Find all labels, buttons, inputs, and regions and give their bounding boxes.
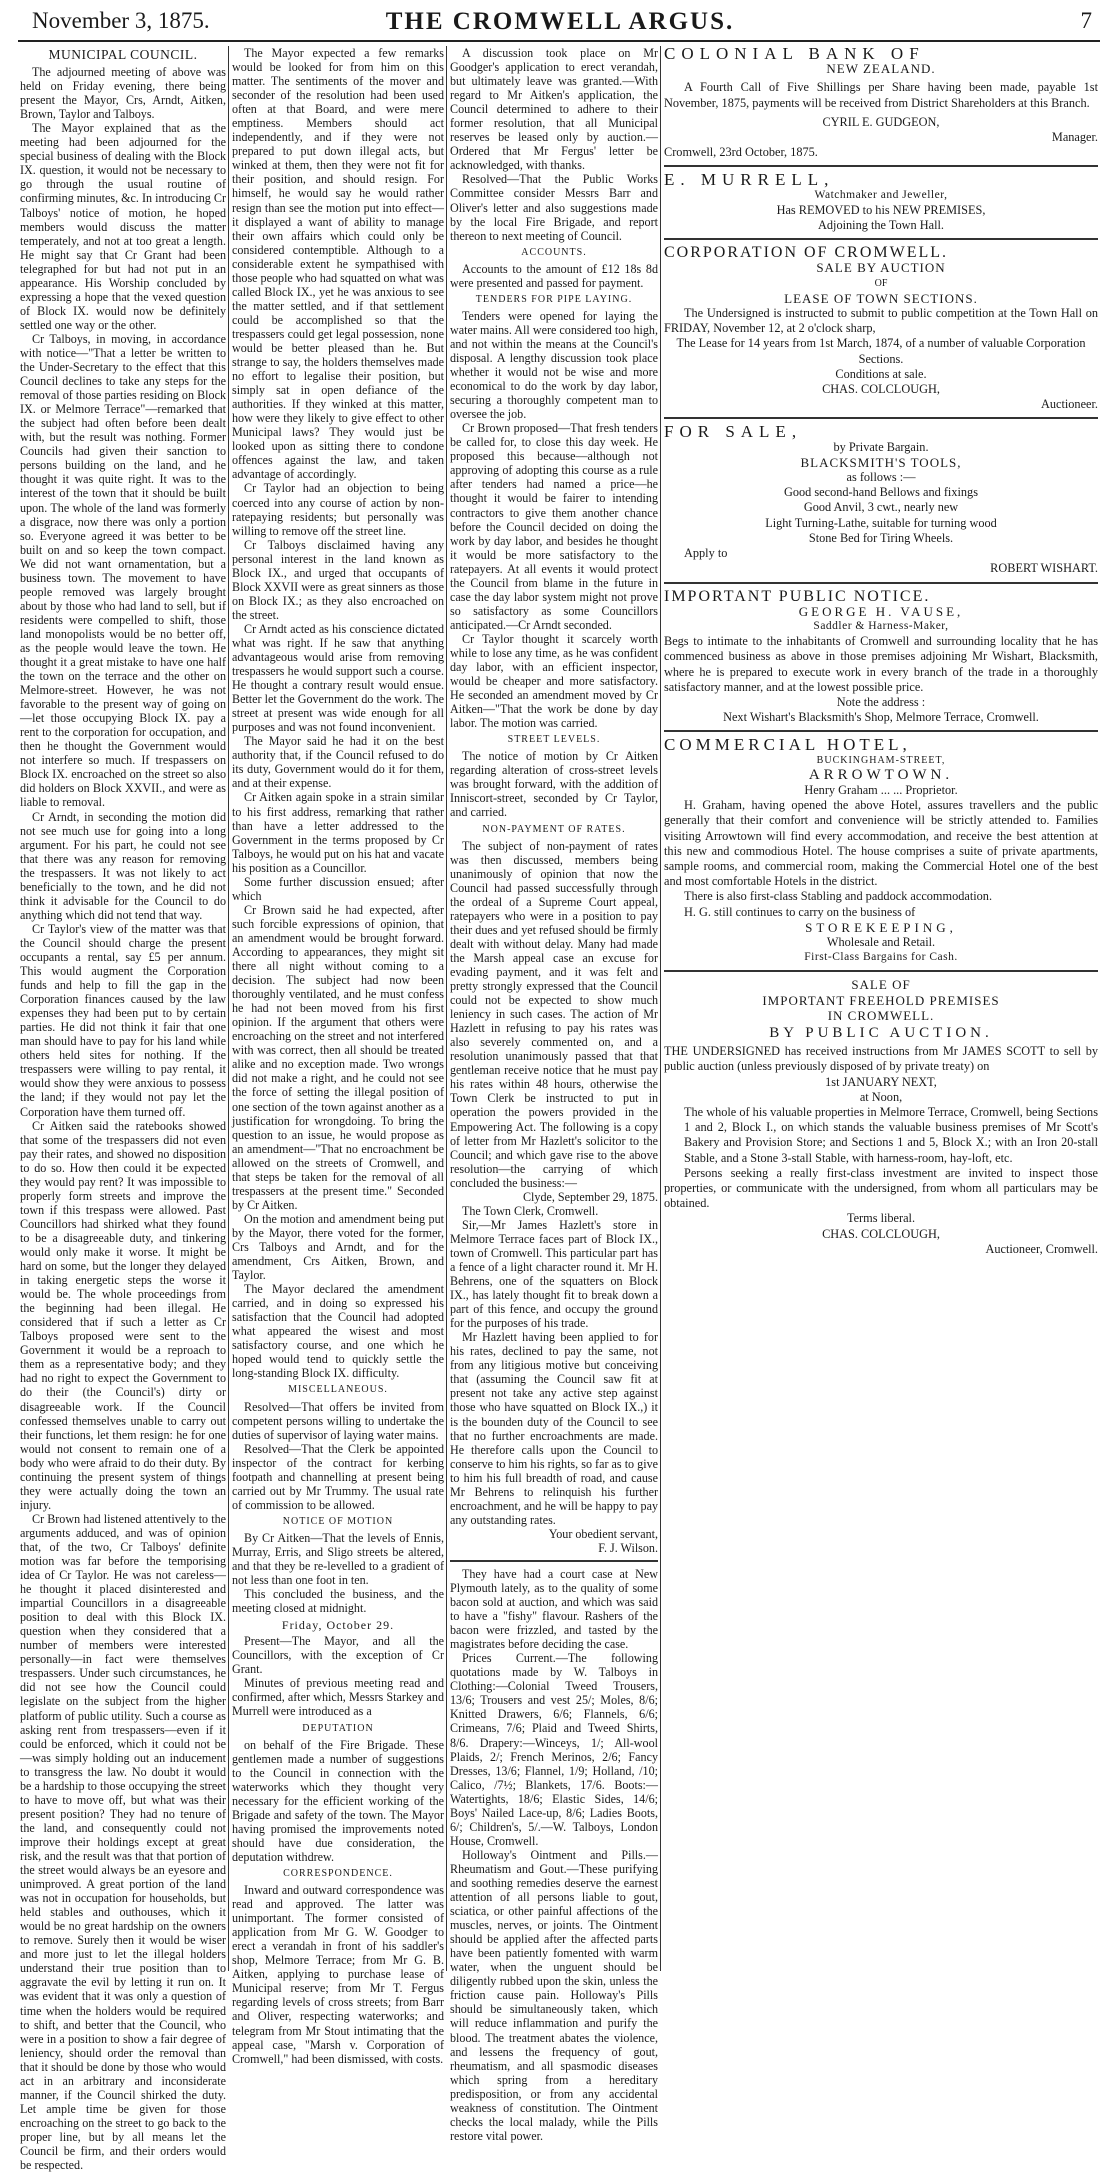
ad-role: Auctioneer. — [1040, 397, 1098, 412]
ad-body: THE UNDERSIGNED has received instructions from Mr JAMES SCOTT to sell by public auction (unless previously disposed of by private treaty) on — [664, 1044, 1098, 1074]
ad-terms: Terms liberal. — [846, 1211, 916, 1226]
ad-divider — [664, 730, 1098, 732]
article-paragraph: By Cr Aitken—That the levels of Ennis, Murray, Erris, and Sligo streets be altered, and that they be re-levelled to a gradient of not less than one foot in ten. — [232, 1530, 444, 1588]
column-3 — [450, 46, 658, 2143]
ad-date: 1st JANUARY NEXT, — [825, 1074, 937, 1089]
column-4-ads — [664, 46, 1098, 1966]
page-number: 7 — [1080, 8, 1092, 33]
ad-role: Manager. — [1051, 130, 1098, 145]
article-paragraph: The Mayor said he had it on the best authority that, if the Council refused to do its duty, Government would do it for them, and at their expense. — [232, 734, 444, 791]
article-paragraph: Cr Taylor thought it scarcely worth while to lose any time, as he was confident day labor, with an efficient inspector, would be cheaper and more satisfactory. He seconded an amendment moved by Cr Aitken—"That the work be done by day labor. The motion was carried. — [450, 631, 658, 731]
ad-commercial-hotel — [664, 737, 1098, 965]
ad-divider — [664, 970, 1098, 972]
ad-divider — [664, 582, 1098, 584]
ad-murrell — [664, 172, 1098, 233]
column-1 — [20, 46, 226, 2172]
ad-title: E. MURRELL, — [664, 170, 835, 190]
article-paragraph: Cr Taylor had an objection to being coerced into any course of action by non-ratepaying residents; but personally was willing to remove off the street line. — [232, 481, 444, 538]
ad-street: BUCKINGHAM-STREET, — [816, 754, 946, 766]
ad-title: FOR SALE, — [664, 422, 803, 442]
letter-recipient: The Town Clerk, Cromwell. — [462, 1203, 599, 1218]
article-paragraph: Cr Taylor's view of the matter was that the Council should charge the present occupants a rental, say £5 per annum. This would augment the Corporation funds and help to fill the gap in the Corporation finances caused by the law expenses they had been put to by certain parties. He did not think it fair that one man should have to pay for his land while others held sites for nothing. If the trespassers were willing to pay rental, it would show they were anxious to possess the land; if they would not pay let the Corporation have them turned off. — [20, 921, 226, 1119]
article-paragraph: Cr Aitken said the ratebooks showed that some of the trespassers did not even pay their rates, and showed no disposition to do so. How then could it be expected they would pay rent? It was impossible to properly form streets and improve the town if this trespass were allowed. Past Councillors had shirked what they found to be a disagreeable duty, and tinkering would only make it worse. It might be hard on some, but the longer they delayed in taking energetic steps the worse it would be. The whole proceedings from the beginning had been illegal. He considered that if such a letter as Cr Talboys proposed were sent to the Government it would be a reproach to them as a representative body; and they had no right to expect the Government to do their (the Council's) dirty or disagreeable work. If the Council confessed themselves unable to carry out their functions, let them resign: he for one would not consent to remain one of a body who were afraid to do their duty. By continuing the present system of things they were actually doing the town an injury. — [20, 1118, 226, 1512]
ad-trade: Watchmaker and Jeweller, — [814, 188, 948, 201]
section-heading: CORRESPONDENCE. — [283, 1868, 393, 1879]
section-heading: MISCELLANEOUS. — [288, 1384, 388, 1396]
article-paragraph: The subject of non-payment of rates was then discussed, members being unanimously of opinion that now the Council had passed successfully through the ordeal of a Supreme Court appeal, ratepayers who were in a position to pay their dues and yet refused should be firmly dealt with without delay. Many had made the Marsh appeal case an excuse for evading payment, and it was felt and pretty strongly expressed that the Council could not be expected to show much leniency in such cases. The action of Mr Hazlett in refusing to pay his rates was also severely commented on, and a resolution unanimously passed that that gentleman receive notice that he must pay his rates within 48 hours, otherwise the Town Clerk be instructed to put in operation the powers provided in the Empowering Act. The following is a copy of letter from Mr Hazlett's solicitor to the Council; and which gave rise to the above resolution—the carrying of which concluded the business:— — [450, 838, 658, 1190]
ad-signatory: CHAS. COLCLOUGH, — [822, 382, 940, 397]
ad-body: There is also first-class Stabling and paddock accommodation. — [684, 889, 993, 904]
letter-closing: Your obedient servant, — [548, 1526, 658, 1541]
article-paragraph: Minutes of previous meeting read and confirmed, after which, Messrs Starkey and Murrell were introduced as a — [232, 1676, 444, 1719]
ad-body: H. Graham, having opened the above Hotel, assures travellers and the public generally that their comfort and convenience will be strictly attended to. Families visiting Arrowtown will find every accommodation, and receive the best attention at this new and commodious Hotel. The house comprises a suite of private apartments, sample rooms, and commercial room, making the Commercial Hotel one of the best and most comfortable Hotels in the district. — [664, 798, 1098, 889]
ad-public-auction — [664, 977, 1098, 1257]
ad-title: IMPORTANT FREEHOLD PREMISES — [762, 992, 1000, 1008]
article-paragraph: Cr Arndt, in seconding the motion did not see much use for going into a long argument. For his part, he could not see that there was any reason for removing the trespassers. It was not likely to act beneficially to the town, and he did not think it advisable for the Council to do anything which did not tend that way. — [20, 809, 226, 922]
ad-proprietor: Henry Graham ... ... Proprietor. — [804, 782, 958, 797]
letter-signature: F. J. Wilson. — [598, 1540, 658, 1555]
article-paragraph: The Mayor explained that as the meeting had been adjourned for the special business of dealing with the Block IX. question, it would not be necessary to go through the usual routine of confirming minutes, &c. In introducing Cr Talboys' notice of motion, he hoped members would discuss the matter temperately, and not at too great a length. He might say that Cr Grant had been telegraphed for but had not put in an appearance. His Worship concluded by expressing a hope that the vexed question of Block IX. would now be definitely settled one way or the other. — [20, 121, 226, 332]
article-paragraph: Some further discussion ensued; after which — [232, 874, 444, 903]
section-heading: DEPUTATION — [302, 1722, 374, 1734]
newspaper-title: THE CROMWELL ARGUS. — [385, 8, 735, 35]
ad-description: The whole of his valuable properties in Melmore Terrace, Cromwell, being Sections 1 and 2, Block I., on which stands the valuable business premises of Mr Scott's Bakery and Provision Store; and Sections 1 and 5, Block X.; with an Iron 20-stall Stable, and a Stone 3-stall Stable, with harness-room, hay-loft, etc. — [684, 1105, 1098, 1165]
ad-sale: SALE BY AUCTION — [816, 260, 946, 276]
ad-title: IMPORTANT PUBLIC NOTICE. — [664, 587, 931, 605]
ad-wholesale: Wholesale and Retail. — [826, 934, 936, 949]
holloway-ad: Holloway's Ointment and Pills.—Rheumatism and Gout.—These purifying and soothing remedies deserve the earnest attention of all persons liable to gout, sciatica, or other painful affections of the muscles, nerves, or joints. The Ointment should be applied after the affected parts have been patiently fomented with warm water, when the unguent should be diligently rubbed upon the skin, unless the friction cause pain. Holloway's Pills should be simultaneously taken, which will reduce inflammation and purify the blood. The treatment abates the violence, and lessens the frequency of gout, rheumatism, and all spasmodic diseases which spring from a hereditary predisposition, or from any accidental weakness of constitution. The Ointment checks the local malady, while the Pills restore vital power. — [450, 1847, 658, 2143]
ad-divider — [664, 165, 1098, 167]
masthead-rule — [18, 40, 1100, 42]
article-paragraph: Cr Aitken again spoke in a strain similar to his first address, remarking that rather than have a letter addressed to the Government in the terms proposed by Cr Talboys, he would put on his hat and vacate his position as a Councillor. — [232, 790, 444, 875]
ad-town: IN CROMWELL. — [827, 1007, 935, 1023]
ad-role: Auctioneer, Cromwell. — [985, 1241, 1098, 1256]
section-heading: NOTICE OF MOTION — [282, 1515, 394, 1527]
ad-town: ARROWTOWN. — [808, 766, 954, 783]
ad-note: Note the address : — [836, 694, 926, 709]
ad-sale: SALE OF — [851, 977, 911, 993]
article-paragraph: On the motion and amendment being put by the Mayor, there voted for the former, Crs Talboys and Arndt, and for the amendment, Crs Aitken, Brown, and Taylor. — [232, 1211, 444, 1283]
section-heading: TENDERS FOR PIPE LAYING. — [475, 293, 633, 305]
section-rule — [450, 1560, 658, 1562]
ad-by: BY PUBLIC AUCTION. — [769, 1024, 993, 1041]
article-paragraph: Inward and outward correspondence was read and approved. The latter was unimportant. The former consisted of application from Mr G. W. Goodger to erect a verandah in front of his saddler's shop, Melmore Terrace; from Mr G. B. Aitken, applying to purchase lease of Municipal reserve; from Mr T. Fergus regarding levels of cross streets; from Barr and Oliver, respecting waterworks; and telegram from Mr Stout intimating that the appeal case, "Marsh v. Corporation of Cromwell," had been dismissed, with costs. — [232, 1883, 444, 2066]
ad-for-sale — [664, 424, 1098, 576]
article-paragraph: The notice of motion by Cr Aitken regarding alteration of cross-street levels was brought forward, with the addition of Inniscort-street, seconded by Cr Taylor, and carried. — [450, 749, 658, 820]
letter-paragraph: Sir,—Mr James Hazlett's store in Melmore Terrace faces part of Block IX., town of Cromwell. This particular part has a fence of a light character round it. Mr H. Behrens, one of the squatters on Block IX., has lately thought fit to break down a part of this fence, and occupy the ground for the purposes of his trade. — [450, 1217, 658, 1331]
ad-title: COLONIAL BANK OF — [664, 44, 925, 63]
ad-time: at Noon, — [859, 1089, 903, 1104]
section-heading: NON-PAYMENT OF RATES. — [482, 823, 626, 835]
ad-subtitle: by Private Bargain. — [833, 439, 929, 454]
masthead — [20, 6, 1100, 40]
article-paragraph: A discussion took place on Mr Goodger's application to erect verandah, but ultimately leave was granted.—With regard to Mr Aitken's application, the Council determined to adhere to their former resolution, that all Municipal reserves be leased only by auction.—Ordered that Mr Fergus' letter be acknowledged, with thanks. — [450, 46, 658, 173]
ad-item: Good Anvil, 3 cwt., nearly new — [803, 500, 959, 515]
column-divider — [660, 46, 661, 1971]
ad-signatory: CYRIL E. GUDGEON, — [822, 114, 940, 129]
ad-lease: LEASE OF TOWN SECTIONS. — [784, 290, 978, 306]
column-divider — [228, 46, 229, 1971]
ad-store: STOREKEEPING, — [805, 919, 957, 935]
article-paragraph: Cr Brown had listened attentively to the arguments adduced, and was of opinion that, of the two, Cr Talboys' definite motion was far before the temporising idea of Cr Taylor. He was not careless—he thought it placed disinterested and impartial Councillors in a disagreeable position to deal with this Block IX. question when they considered that a number of members were interested personally—in fact were themselves trespassers. Under such circumstances, he did not see how the Council could legislate on the subject from the higher platform of public utility. Such a course as asking rent from trespassers—even if it could be enforced, which it could not be—was simply holding out an inducement to transgress the law. No doubt it would be a hardship to those occupying the street to have to move off, but what was their present position? They had no tenure of the land, and consequently could not improve their holdings except at great risk, and the result was that that portion of the street would always be an eyesore and unimproved. A great portion of the land was not in occupation for households, but held stables and outhouses, which it would be no great hardship on the owners to remove. Surely then it would be wiser and more just to let the illegal holders understand their true position than to aggravate the evil by letting it run on. It was evident that it was only a question of time when the holders would be required to shift, and better that the Council, who were in a position to show a fair degree of leniency, should order the removal than that it should be done by those who would act in an arbitrary and inconsiderate manner, if the Council shirked the duty. Let ample time be given for those encroaching on the street to go back to the proper line, but by all means let the Council be firm, and their orders would be respected. — [20, 1511, 226, 2172]
ad-subtitle: NEW ZEALAND. — [826, 61, 936, 77]
ad-apply: Apply to — [684, 546, 728, 561]
ad-colonial-bank — [664, 46, 1098, 160]
article-paragraph: The Mayor expected a few remarks would be looked for from him on this matter. The sentiments of the mover and seconder of the resolution had been used often at that Board, and were mere emptiness. Members should act independently, and if they were not prepared to put down illegal acts, but winked at them, then they were not fit for their position, and should resign. For himself, he would say he would rather resign than see the motion put into effect—it displayed a want of ability to manage their own affairs which could only be considered contemptible. Although to a considerable extent he sympathised with those people who had squatted on what was called Block IX., yet he was anxious to see the matter settled, and if that settlement could be accomplished so that the trespassers could get legal possession, none would be better pleased than he. But strange to say, the holders themselves made no effort to legalise their position, but simply sat in open defiance of the authorities. If they winked at this matter, how were they likely to give effect to other Municipal laws? They would just be looked upon as sitting there to condone offences against the law, and taken advantage of accordingly. — [232, 46, 444, 482]
ad-corporation — [664, 245, 1098, 412]
ad-place: Cromwell, 23rd October, 1875. — [664, 145, 818, 160]
article-paragraph: Present—The Mayor, and all the Councillors, with the exception of Cr Grant. — [232, 1634, 444, 1677]
ad-body: H. G. still continues to carry on the business of — [684, 904, 916, 919]
issue-date: November 3, 1875. — [32, 8, 210, 33]
ad-divider — [664, 238, 1098, 240]
ad-signatory: CHAS. COLCLOUGH, — [822, 1226, 940, 1241]
ad-signatory: ROBERT WISHART. — [990, 561, 1098, 576]
article-paragraph: This concluded the business, and the meeting closed at midnight. — [232, 1587, 444, 1616]
column-2 — [232, 46, 444, 2066]
column-divider — [446, 46, 447, 1971]
ad-body: The Undersigned is instructed to submit to public competition at the Town Hall on FRIDAY, November 12, at 2 o'clock sharp, — [664, 306, 1098, 336]
ad-follows: as follows :— — [846, 470, 916, 485]
ad-name: GEORGE H. VAUSE, — [798, 603, 964, 619]
ad-item: Good second-hand Bellows and fixings — [784, 485, 978, 500]
article-paragraph: Cr Brown proposed—That fresh tenders be called for, to close this day week. He proposed this because—although not approving of adopting this course as a rule after tenders had named a price—he thought it would be fairer to intending contractors to give them another chance before the Council decided on doing the work by day labor, and besides he thought it would be more satisfactory to the ratepayers. At all events it would protect the Council from blame in the future in case the day labor system might not prove so satisfactory as some Councillors anticipated.—Cr Arndt seconded. — [450, 421, 658, 632]
ad-trade: Saddler & Harness-Maker, — [813, 619, 949, 632]
ad-tools: BLACKSMITH'S TOOLS, — [800, 454, 962, 470]
section-heading: ACCOUNTS. — [521, 246, 587, 258]
article-paragraph: Cr Brown said he had expected, after such forcible expressions of opinion, that an amendment would be brought forward. According to appearances, they might sit there all night without coming to a decision. The subject had now been thoroughly ventilated, and he must confess he had not been moved from his first opinion. If the argument that others were encroaching on the street and not interfered with was correct, then all should be treated alike and no exception made. Two wrongs did not make a right, and he could not see the force of setting the illegal position of one section of the town against another as a justification for wrongdoing. To bring the question to an issue, he would propose as an amendment—"That no encroachment be allowed on the streets of Cromwell, and that steps be taken for the removal of all trespassers at the present time." Seconded by Cr Aitken. — [232, 902, 444, 1212]
section-heading: Friday, October 29. — [281, 1618, 395, 1633]
article-paragraph: Resolved—That offers be invited from competent persons willing to undertake the duties of supervisor of laying water mains. — [232, 1399, 444, 1442]
article-paragraph: Tenders were opened for laying the water mains. All were considered too high, and not within the means at the Council's disposal. A lengthy discussion took place whether it would not be wise and more economical to do the work by day labor, securing a thoroughly competent man to oversee the job. — [450, 308, 658, 422]
ad-body: The Lease for 14 years from 1st March, 1874, of a number of valuable Corporation Sections. — [676, 336, 1086, 366]
ad-item: Stone Bed for Tiring Wheels. — [808, 530, 954, 545]
ad-conditions: Conditions at sale. — [835, 366, 927, 381]
ad-bargains: First-Class Bargains for Cash. — [804, 951, 958, 964]
article-paragraph: Cr Talboys, in moving, in accordance with notice—"That a letter be written to the Under-Secretary to the effect that this Council declines to take any steps for the removal of those parties residing on Block IX. or Melmore Terrace"—remarked that the subject had often before been dealt with, but the result was nothing. Former Councils had given their sanction to persons building on the land, and he thought it was quite right. It was to the interest of the town that it should be built upon. The whole of the land was formerly a disgrace, now there was only a portion so. Everyone agreed it was better to be built on and so keep the town compact. We did not want ornamentation, but a business town. The movement to have people removed was largely brought about by those who had land to sell, but if residents were compelled to shift, those land monopolists would be no better off, as the people would leave the town. He thought it a great mistake to have one half the town on the terrace and the other on Melmore-street. However, he was not favorable to the present way of going on—let those occupying Block IX. pay a rent to the corporation for occupation, and then he thought the Government would not interfere so much. If trespassers on Block IX. encroached on the street so also did holders on Block XXVII., and were as liable to removal. — [20, 331, 226, 810]
ad-line: Has REMOVED to his NEW PREMISES, — [776, 202, 986, 217]
article-paragraph: Resolved—That the Public Works Committee consider Messrs Barr and Oliver's letter and also suggestions made by the local Fire Brigade, and report thereon to next meeting of Council. — [450, 172, 658, 243]
ad-address: Next Wishart's Blacksmith's Shop, Melmore Terrace, Cromwell. — [723, 710, 1039, 725]
article-paragraph: Resolved—That the Clerk be appointed inspector of the contract for kerbing footpath and channelling at present being carried out by Mr Trummy. The usual rate of commission to be allowed. — [232, 1441, 444, 1512]
article-paragraph: The adjourned meeting of above was held on Friday evening, there being present the Mayor, Crs, Arndt, Aitken, Brown, Taylor and Talboys. — [20, 65, 226, 122]
ad-line: Adjoining the Town Hall. — [818, 218, 944, 233]
article-paragraph: The Mayor declared the amendment carried, and in doing so expressed his satisfaction that the Council had adopted what appeared the wisest and most satisfactory course, and one which he hoped would tend to quickly settle the long-standing Block IX. difficulty. — [232, 1282, 444, 1381]
article-paragraph: Cr Arndt acted as his conscience dictated what was right. If he saw that anything advantageous would arise from removing trespassers he would support such a course. He thought a contrary result would ensue. Better let the Government do the work. The street at present was wide enough for all purposes and was not found inconvenient. — [232, 621, 444, 735]
letter-date: Clyde, September 29, 1875. — [522, 1189, 658, 1204]
ad-divider — [664, 417, 1098, 419]
ad-of: OF — [874, 277, 888, 289]
ad-item: Light Turning-Lathe, suitable for turning wood — [765, 515, 997, 530]
letter-paragraph: Mr Hazlett having been applied to for his rates, declined to pay the same, not from any litigious motive but conceiving that (assuming the Council saw fit at present not take any active step against those who have squatted on Block IX.,) it is the bounden duty of the Council to see that no further encroachments are made. He therefore calls upon the Council to conserve to him his rights, so far as to give to him his full breadth of road, and cause Mr Behrens to relinquish his further encroachment, and he will be happy to pay any outstanding rates. — [450, 1330, 658, 1527]
municipal-heading: MUNICIPAL COUNCIL. — [48, 47, 198, 62]
ad-vause — [664, 589, 1098, 726]
section-heading: STREET LEVELS. — [507, 734, 601, 746]
ad-body: A Fourth Call of Five Shillings per Share having been made, payable 1st November, 1875, payments will be received from District Shareholders at this Branch. — [664, 80, 1098, 110]
ad-title: CORPORATION OF CROMWELL. — [664, 244, 949, 262]
ad-body: Begs to intimate to the inhabitants of Cromwell and surrounding locality that he has commenced business as above in those premises adjoining Mr Wishart, Blacksmith, where he is prepared to execute work in every branch of the trade in a thoroughly satisfactory manner, and at the lowest possible price. — [664, 634, 1098, 694]
article-paragraph: Cr Talboys disclaimed having any personal interest in the land known as Block IX., and urged that occupants of Block XXVII were as great sinners as those on Block IX.; as they also encroached on the street. — [232, 537, 444, 622]
ad-persons: Persons seeking a really first-class investment are invited to inspect those properties, or communicate with the undersigned, from whom all particulars may be obtained. — [664, 1165, 1098, 1211]
article-paragraph: Accounts to the amount of £12 18s 8d were presented and passed for payment. — [450, 261, 658, 290]
news-paragraph: They have had a court case at New Plymouth lately, as to the quality of some bacon sold at auction, and which was said to have a "fishy" flavour. Rashers of the bacon were frizzled, and tasted by the magistrates before deciding the case. — [450, 1566, 658, 1652]
prices-current: Prices Current.—The following quotations made by W. Talboys in Clothing:—Colonial Tweed Trousers, 13/6; Trousers and vest 25/; Moles, 8/6; Knitted Drawers, 6/6; Flannels, 6/6; Crimeans, 7/6; Plaid and Tweed Shirts, 8/6. Drapery:—Winceys, 1/; All-wool Plaids, 2/; French Merinos, 2/6; Fancy Dresses, 13/6; Flannel, 1/9; Holland, /10; Calico, /7½; Blankets, 17/6. Boots:—Watertights, 18/6; Elastic Sides, 14/6; Boys' Nailed Lace-up, 8/6; Ladies Boots, 6/; Children's, 5/.—W. Talboys, London House, Cromwell. — [450, 1651, 658, 1848]
ad-title: COMMERCIAL HOTEL, — [664, 735, 911, 755]
article-paragraph: on behalf of the Fire Brigade. These gentlemen made a number of suggestions to the Council in connection with the waterworks which they thought very necessary for the efficient working of the Brigade and safety of the town. The Mayor having promised the improvements noted should have due consideration, the deputation withdrew. — [232, 1737, 444, 1864]
